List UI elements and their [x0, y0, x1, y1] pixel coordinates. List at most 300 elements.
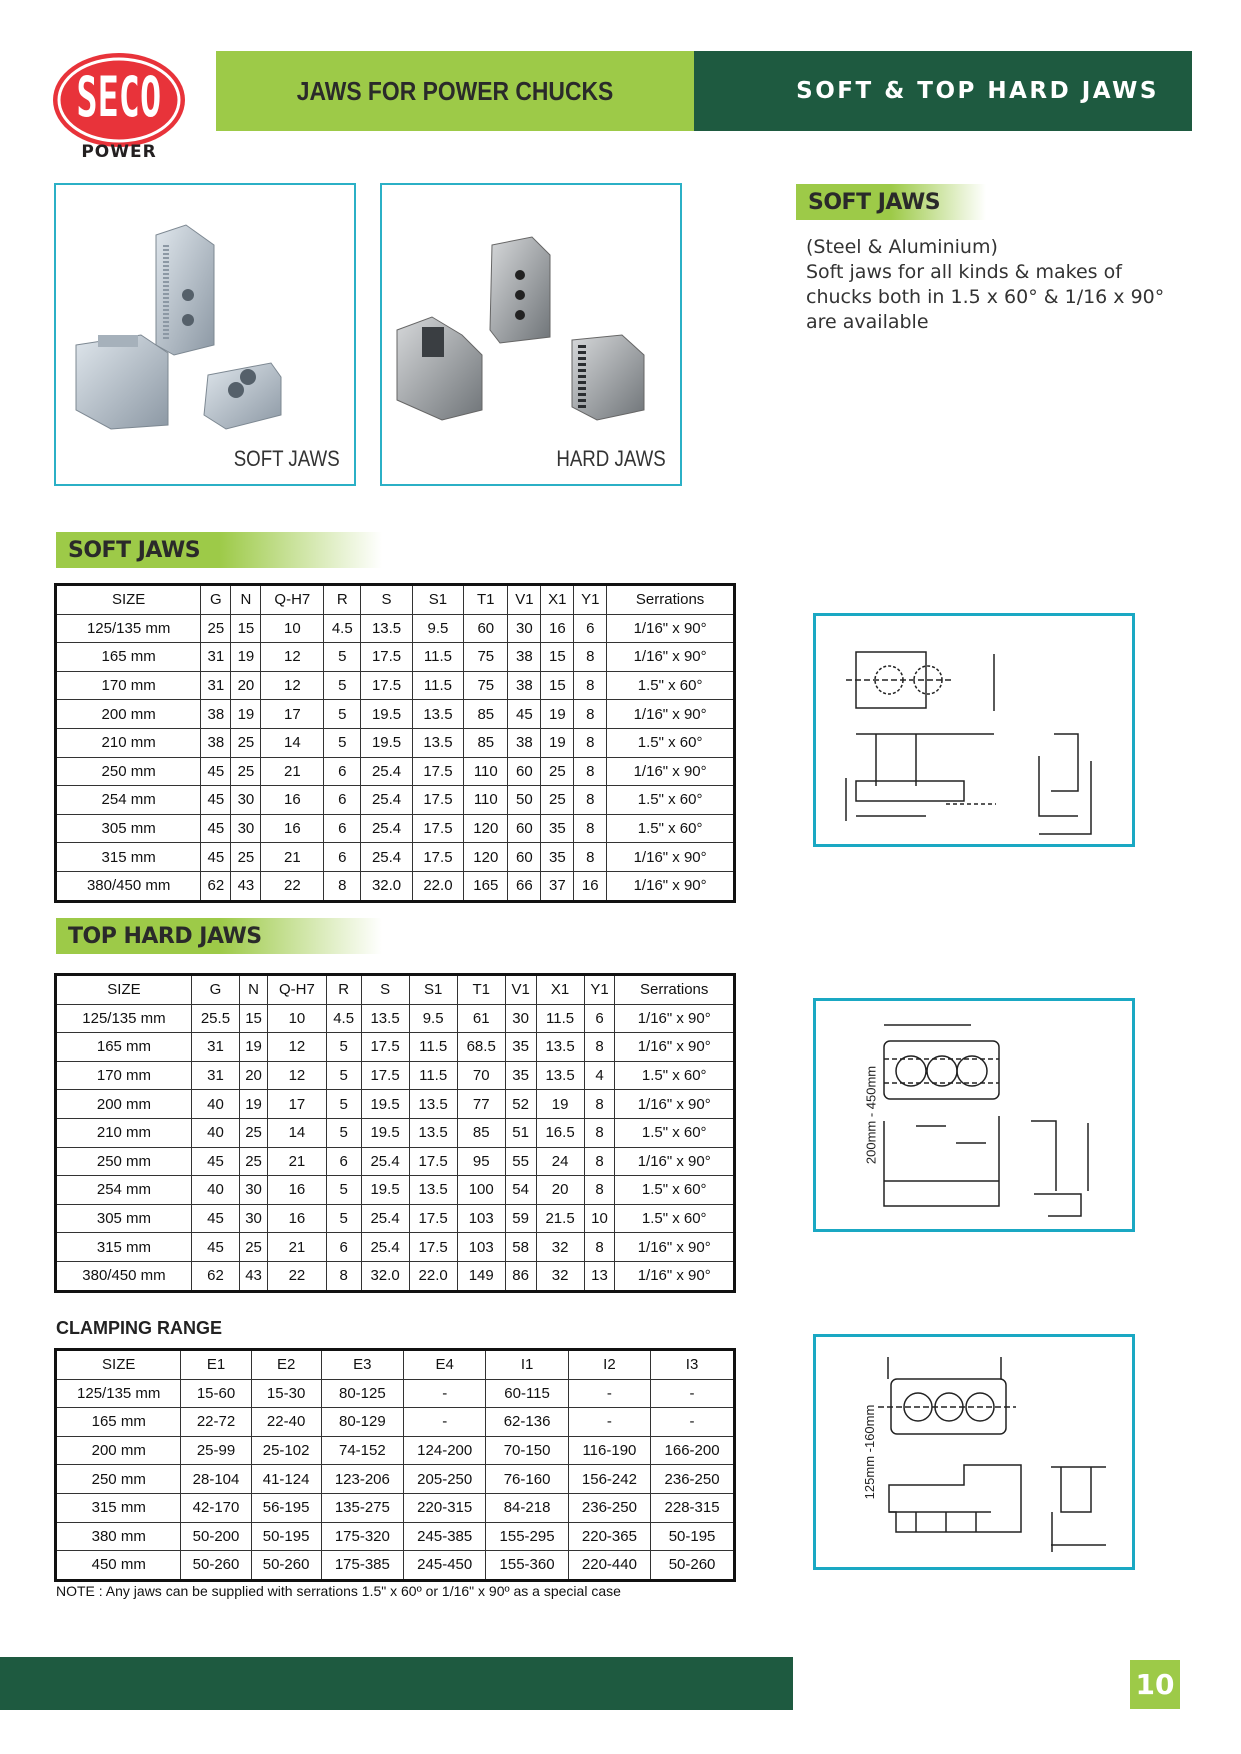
- size-cell: 125/135 mm: [56, 1379, 181, 1408]
- intro-line: (Steel & Aluminium): [806, 236, 998, 258]
- value-cell: 13.5: [409, 1090, 457, 1119]
- value-cell: 45: [201, 814, 231, 843]
- value-cell: 1.5" x 60°: [607, 728, 735, 757]
- value-cell: 17.5: [361, 1061, 409, 1090]
- value-cell: 17.5: [409, 1233, 457, 1262]
- value-cell: 50-195: [651, 1522, 735, 1551]
- value-cell: 60: [508, 757, 541, 786]
- value-cell: 22.0: [412, 871, 463, 901]
- size-cell: 254 mm: [56, 1176, 192, 1205]
- soft-jaws-heading-text: SOFT JAWS: [68, 537, 201, 563]
- value-cell: 15: [541, 643, 574, 672]
- value-cell: 20: [239, 1061, 267, 1090]
- value-cell: 13.5: [361, 614, 412, 643]
- size-cell: 250 mm: [56, 1147, 192, 1176]
- value-cell: 5: [324, 700, 361, 729]
- table-row: [56, 757, 735, 786]
- size-cell: 165 mm: [56, 643, 201, 672]
- column-header: SIZE: [56, 975, 192, 1005]
- value-cell: 60-115: [486, 1379, 568, 1408]
- value-cell: 28-104: [181, 1465, 251, 1494]
- value-cell: 110: [464, 757, 508, 786]
- value-cell: 22.0: [409, 1261, 457, 1291]
- value-cell: 25: [231, 728, 261, 757]
- column-header: Serrations: [607, 585, 735, 615]
- value-cell: 220-365: [568, 1522, 650, 1551]
- table-row: [56, 1408, 735, 1437]
- value-cell: 75: [464, 671, 508, 700]
- table-row: [56, 1261, 735, 1291]
- value-cell: 103: [457, 1233, 505, 1262]
- value-cell: 15: [239, 1004, 267, 1033]
- value-cell: 5: [324, 643, 361, 672]
- table-row: [56, 1522, 735, 1551]
- value-cell: 8: [584, 1118, 615, 1147]
- size-cell: 165 mm: [56, 1033, 192, 1062]
- value-cell: 45: [191, 1233, 239, 1262]
- value-cell: 50-260: [651, 1551, 735, 1581]
- value-cell: 245-385: [404, 1522, 486, 1551]
- value-cell: 38: [508, 728, 541, 757]
- value-cell: 17.5: [361, 671, 412, 700]
- value-cell: 25.4: [361, 786, 412, 815]
- value-cell: 120: [464, 814, 508, 843]
- value-cell: 6: [324, 757, 361, 786]
- technical-drawing: [816, 1001, 1132, 1229]
- value-cell: 6: [574, 614, 607, 643]
- value-cell: 17: [268, 1090, 327, 1119]
- value-cell: 13.5: [412, 728, 463, 757]
- column-header: G: [201, 585, 231, 615]
- value-cell: 25.4: [361, 843, 412, 872]
- value-cell: 5: [326, 1118, 361, 1147]
- table-row: [56, 1090, 735, 1119]
- value-cell: 1/16" x 90°: [615, 1233, 735, 1262]
- value-cell: 6: [326, 1233, 361, 1262]
- value-cell: 20: [231, 671, 261, 700]
- value-cell: 35: [505, 1061, 536, 1090]
- value-cell: 35: [505, 1033, 536, 1062]
- value-cell: 5: [326, 1061, 361, 1090]
- column-header: Y1: [584, 975, 615, 1005]
- value-cell: 1/16" x 90°: [615, 1261, 735, 1291]
- value-cell: 54: [505, 1176, 536, 1205]
- column-header: Q-H7: [268, 975, 327, 1005]
- value-cell: 95: [457, 1147, 505, 1176]
- value-cell: 40: [191, 1118, 239, 1147]
- table-row: [56, 1176, 735, 1205]
- value-cell: 30: [505, 1004, 536, 1033]
- column-header: X1: [536, 975, 584, 1005]
- value-cell: 19.5: [361, 700, 412, 729]
- value-cell: 6: [324, 814, 361, 843]
- value-cell: 80-129: [321, 1408, 403, 1437]
- size-cell: 200 mm: [56, 1436, 181, 1465]
- value-cell: 32.0: [361, 1261, 409, 1291]
- value-cell: 25.4: [361, 814, 412, 843]
- table-row: [56, 1118, 735, 1147]
- size-cell: 250 mm: [56, 757, 201, 786]
- value-cell: 120: [464, 843, 508, 872]
- value-cell: 11.5: [409, 1061, 457, 1090]
- value-cell: 236-250: [568, 1493, 650, 1522]
- value-cell: 50-195: [251, 1522, 321, 1551]
- column-header: S1: [409, 975, 457, 1005]
- value-cell: 38: [508, 643, 541, 672]
- value-cell: 19.5: [361, 1090, 409, 1119]
- value-cell: 22-40: [251, 1408, 321, 1437]
- table-row: [56, 1004, 735, 1033]
- value-cell: 16.5: [536, 1118, 584, 1147]
- value-cell: 25: [201, 614, 231, 643]
- value-cell: 11.5: [412, 643, 463, 672]
- table-row: [56, 1204, 735, 1233]
- size-cell: 450 mm: [56, 1551, 181, 1581]
- value-cell: 32.0: [361, 871, 412, 901]
- value-cell: 25: [239, 1147, 267, 1176]
- table-row: [56, 1033, 735, 1062]
- column-header: S: [361, 585, 412, 615]
- value-cell: 16: [261, 786, 324, 815]
- table-row: [56, 1233, 735, 1262]
- column-header: Serrations: [615, 975, 735, 1005]
- value-cell: 19: [536, 1090, 584, 1119]
- value-cell: 25: [231, 843, 261, 872]
- value-cell: 8: [584, 1147, 615, 1176]
- value-cell: 41-124: [251, 1465, 321, 1494]
- value-cell: 12: [261, 643, 324, 672]
- value-cell: 59: [505, 1204, 536, 1233]
- value-cell: 17.5: [361, 643, 412, 672]
- value-cell: 30: [239, 1176, 267, 1205]
- soft-jaws-table: [54, 583, 736, 903]
- value-cell: 16: [268, 1204, 327, 1233]
- photo-caption: HARD JAWS: [556, 446, 666, 471]
- value-cell: 10: [268, 1004, 327, 1033]
- value-cell: 38: [201, 700, 231, 729]
- top-hard-jaw-drawing-large: [813, 998, 1135, 1232]
- soft-jaws-heading: [56, 532, 382, 568]
- value-cell: 43: [239, 1261, 267, 1291]
- value-cell: 175-385: [321, 1551, 403, 1581]
- value-cell: 16: [261, 814, 324, 843]
- value-cell: 19: [231, 643, 261, 672]
- value-cell: -: [404, 1408, 486, 1437]
- value-cell: 42-170: [181, 1493, 251, 1522]
- value-cell: 20: [536, 1176, 584, 1205]
- value-cell: -: [568, 1408, 650, 1437]
- value-cell: 16: [541, 614, 574, 643]
- column-header: S: [361, 975, 409, 1005]
- column-header: I2: [568, 1350, 650, 1380]
- value-cell: 17.5: [409, 1204, 457, 1233]
- size-cell: 315 mm: [56, 1233, 192, 1262]
- column-header: S1: [412, 585, 463, 615]
- intro-line: are available: [806, 311, 929, 333]
- value-cell: 85: [457, 1118, 505, 1147]
- value-cell: 25: [239, 1233, 267, 1262]
- value-cell: 17.5: [409, 1147, 457, 1176]
- value-cell: 11.5: [412, 671, 463, 700]
- value-cell: 70: [457, 1061, 505, 1090]
- size-cell: 380 mm: [56, 1522, 181, 1551]
- value-cell: 165: [464, 871, 508, 901]
- value-cell: 103: [457, 1204, 505, 1233]
- value-cell: 149: [457, 1261, 505, 1291]
- value-cell: 60: [464, 614, 508, 643]
- column-header: E2: [251, 1350, 321, 1380]
- table-row: [56, 1465, 735, 1494]
- value-cell: 175-320: [321, 1522, 403, 1551]
- size-cell: 380/450 mm: [56, 1261, 192, 1291]
- value-cell: 40: [191, 1090, 239, 1119]
- soft-jaws-photo: [54, 183, 356, 486]
- value-cell: 24: [536, 1147, 584, 1176]
- value-cell: 8: [574, 786, 607, 815]
- value-cell: 5: [326, 1033, 361, 1062]
- value-cell: 166-200: [651, 1436, 735, 1465]
- value-cell: 16: [574, 871, 607, 901]
- size-cell: 170 mm: [56, 671, 201, 700]
- value-cell: 1/16" x 90°: [607, 643, 735, 672]
- value-cell: 11.5: [409, 1033, 457, 1062]
- value-cell: 19: [239, 1090, 267, 1119]
- value-cell: 9.5: [409, 1004, 457, 1033]
- value-cell: -: [568, 1379, 650, 1408]
- value-cell: 66: [508, 871, 541, 901]
- table-row: [56, 1551, 735, 1581]
- size-cell: 315 mm: [56, 843, 201, 872]
- footer-bar: [0, 1657, 793, 1710]
- photo-caption: SOFT JAWS: [234, 446, 340, 471]
- value-cell: 31: [201, 643, 231, 672]
- column-header: N: [239, 975, 267, 1005]
- value-cell: -: [651, 1379, 735, 1408]
- value-cell: 6: [324, 786, 361, 815]
- value-cell: 50-200: [181, 1522, 251, 1551]
- column-header: R: [324, 585, 361, 615]
- value-cell: 60: [508, 814, 541, 843]
- value-cell: 13.5: [361, 1004, 409, 1033]
- value-cell: 40: [191, 1176, 239, 1205]
- value-cell: 19.5: [361, 1176, 409, 1205]
- column-header: R: [326, 975, 361, 1005]
- value-cell: 85: [464, 700, 508, 729]
- value-cell: 4.5: [324, 614, 361, 643]
- value-cell: 1/16" x 90°: [607, 757, 735, 786]
- value-cell: 13.5: [536, 1061, 584, 1090]
- value-cell: 45: [201, 786, 231, 815]
- size-cell: 210 mm: [56, 728, 201, 757]
- value-cell: 15-60: [181, 1379, 251, 1408]
- column-header: I1: [486, 1350, 568, 1380]
- table-row: [56, 814, 735, 843]
- value-cell: 25-99: [181, 1436, 251, 1465]
- value-cell: 5: [326, 1090, 361, 1119]
- value-cell: 15: [541, 671, 574, 700]
- section-title: SOFT & TOP HARD JAWS: [796, 78, 1159, 104]
- value-cell: 38: [201, 728, 231, 757]
- value-cell: 8: [574, 814, 607, 843]
- value-cell: 8: [574, 757, 607, 786]
- value-cell: 21: [261, 843, 324, 872]
- value-cell: 17.5: [412, 786, 463, 815]
- value-cell: 4.5: [326, 1004, 361, 1033]
- value-cell: 6: [584, 1004, 615, 1033]
- value-cell: 35: [541, 814, 574, 843]
- value-cell: 155-360: [486, 1551, 568, 1581]
- value-cell: 45: [201, 757, 231, 786]
- size-cell: 125/135 mm: [56, 614, 201, 643]
- value-cell: -: [404, 1379, 486, 1408]
- value-cell: 8: [574, 671, 607, 700]
- value-cell: 1.5" x 60°: [607, 786, 735, 815]
- column-header: SIZE: [56, 585, 201, 615]
- value-cell: 4: [584, 1061, 615, 1090]
- value-cell: 22: [261, 871, 324, 901]
- value-cell: 85: [464, 728, 508, 757]
- value-cell: 245-450: [404, 1551, 486, 1581]
- value-cell: 156-242: [568, 1465, 650, 1494]
- size-cell: 305 mm: [56, 1204, 192, 1233]
- value-cell: 10: [261, 614, 324, 643]
- value-cell: 1/16" x 90°: [615, 1147, 735, 1176]
- value-cell: 12: [268, 1061, 327, 1090]
- value-cell: 76-160: [486, 1465, 568, 1494]
- value-cell: 8: [574, 643, 607, 672]
- value-cell: 80-125: [321, 1379, 403, 1408]
- value-cell: 155-295: [486, 1522, 568, 1551]
- table-header-row: [56, 585, 735, 615]
- value-cell: 50-260: [181, 1551, 251, 1581]
- value-cell: 14: [268, 1118, 327, 1147]
- table-row: [56, 700, 735, 729]
- table-row: [56, 671, 735, 700]
- table-row: [56, 871, 735, 901]
- value-cell: 1/16" x 90°: [607, 614, 735, 643]
- value-cell: 58: [505, 1233, 536, 1262]
- value-cell: 10: [584, 1204, 615, 1233]
- value-cell: 5: [326, 1204, 361, 1233]
- value-cell: 15: [231, 614, 261, 643]
- size-cell: 254 mm: [56, 786, 201, 815]
- drawing-size-label: 125mm -160mm: [861, 1404, 877, 1500]
- table-row: [56, 1379, 735, 1408]
- value-cell: 135-275: [321, 1493, 403, 1522]
- clamping-range-table: [54, 1348, 736, 1582]
- value-cell: 25.4: [361, 1204, 409, 1233]
- value-cell: 31: [191, 1033, 239, 1062]
- table-row: [56, 643, 735, 672]
- value-cell: 25: [541, 786, 574, 815]
- value-cell: 8: [324, 871, 361, 901]
- value-cell: 21: [268, 1147, 327, 1176]
- soft-jaws-image: [56, 185, 354, 484]
- value-cell: 9.5: [412, 614, 463, 643]
- drawing-size-label: 200mm - 450mm: [863, 1065, 879, 1165]
- value-cell: 13.5: [409, 1118, 457, 1147]
- value-cell: 100: [457, 1176, 505, 1205]
- column-header: Y1: [574, 585, 607, 615]
- value-cell: 1/16" x 90°: [607, 843, 735, 872]
- value-cell: 22: [268, 1261, 327, 1291]
- value-cell: 25.4: [361, 1147, 409, 1176]
- value-cell: 8: [584, 1090, 615, 1119]
- value-cell: 21.5: [536, 1204, 584, 1233]
- value-cell: 32: [536, 1261, 584, 1291]
- value-cell: 51: [505, 1118, 536, 1147]
- value-cell: 62: [191, 1261, 239, 1291]
- value-cell: 17.5: [361, 1033, 409, 1062]
- value-cell: 1/16" x 90°: [615, 1004, 735, 1033]
- size-cell: 125/135 mm: [56, 1004, 192, 1033]
- value-cell: 62: [201, 871, 231, 901]
- value-cell: 43: [231, 871, 261, 901]
- size-cell: 380/450 mm: [56, 871, 201, 901]
- hard-jaws-photo: [380, 183, 682, 486]
- value-cell: 1.5" x 60°: [615, 1118, 735, 1147]
- value-cell: 45: [508, 700, 541, 729]
- technical-drawing: [816, 616, 1132, 844]
- value-cell: 1/16" x 90°: [607, 700, 735, 729]
- value-cell: 220-315: [404, 1493, 486, 1522]
- logo-text: SECO: [76, 65, 162, 130]
- value-cell: 21: [261, 757, 324, 786]
- value-cell: 19: [541, 700, 574, 729]
- table-row: [56, 1493, 735, 1522]
- table-row: [56, 786, 735, 815]
- value-cell: 25-102: [251, 1436, 321, 1465]
- value-cell: 74-152: [321, 1436, 403, 1465]
- value-cell: 21: [268, 1233, 327, 1262]
- column-header: G: [191, 975, 239, 1005]
- value-cell: 61: [457, 1004, 505, 1033]
- value-cell: 31: [191, 1061, 239, 1090]
- value-cell: 1/16" x 90°: [615, 1033, 735, 1062]
- page-number: 10: [1130, 1660, 1180, 1709]
- value-cell: 31: [201, 671, 231, 700]
- value-cell: 1.5" x 60°: [615, 1176, 735, 1205]
- value-cell: 86: [505, 1261, 536, 1291]
- value-cell: 32: [536, 1233, 584, 1262]
- value-cell: 236-250: [651, 1465, 735, 1494]
- value-cell: 55: [505, 1147, 536, 1176]
- value-cell: 25: [239, 1118, 267, 1147]
- top-hard-jaw-drawing-small: [813, 1334, 1135, 1570]
- value-cell: 25: [541, 757, 574, 786]
- size-cell: 170 mm: [56, 1061, 192, 1090]
- value-cell: 1.5" x 60°: [607, 671, 735, 700]
- value-cell: 1.5" x 60°: [615, 1061, 735, 1090]
- value-cell: 13.5: [412, 700, 463, 729]
- value-cell: 123-206: [321, 1465, 403, 1494]
- column-header: T1: [464, 585, 508, 615]
- column-header: SIZE: [56, 1350, 181, 1380]
- table-row: [56, 843, 735, 872]
- value-cell: 19: [231, 700, 261, 729]
- size-cell: 200 mm: [56, 700, 201, 729]
- value-cell: 45: [191, 1204, 239, 1233]
- value-cell: 45: [191, 1147, 239, 1176]
- value-cell: 14: [261, 728, 324, 757]
- value-cell: 45: [201, 843, 231, 872]
- value-cell: 17.5: [412, 843, 463, 872]
- table-row: [56, 1436, 735, 1465]
- clamping-range-heading: CLAMPING RANGE: [56, 1318, 222, 1338]
- value-cell: 68.5: [457, 1033, 505, 1062]
- column-header: T1: [457, 975, 505, 1005]
- value-cell: 19.5: [361, 728, 412, 757]
